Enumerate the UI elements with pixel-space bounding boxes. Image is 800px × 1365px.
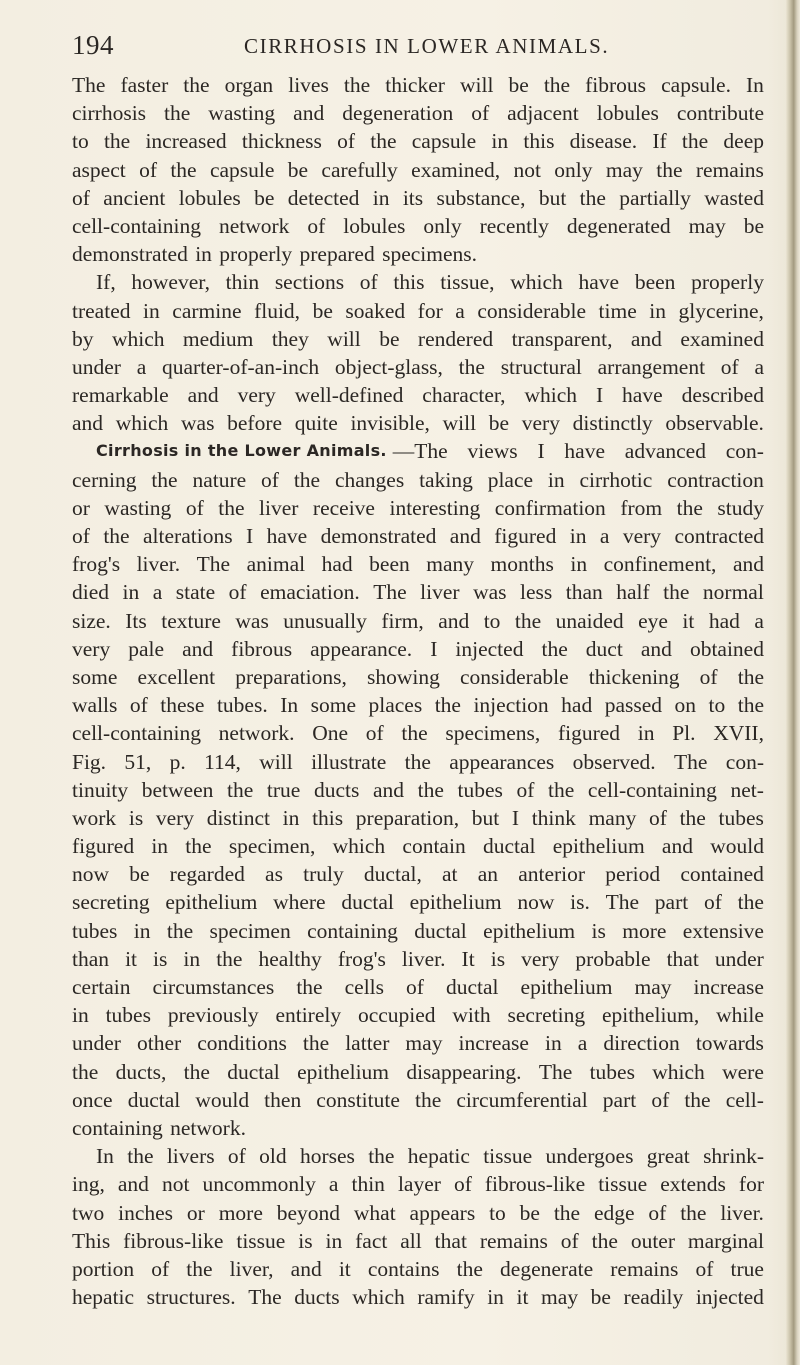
text-line: Fig. 51, p. 114, will illustrate the appearances observed. The con- <box>72 749 764 774</box>
page-header <box>72 30 772 70</box>
text-line: demonstrated in properly prepared specimens. <box>72 242 478 267</box>
page-edge <box>786 0 800 1365</box>
text-line: ing, and not uncommonly a thin layer of fibrous-like tissue extends for <box>72 1172 764 1197</box>
text-line: or wasting of the liver receive interesting confirmation from the study <box>72 495 764 520</box>
text-line: died in a state of emaciation. The liver was less than half the normal <box>72 580 764 605</box>
text-line: treated in carmine fluid, be soaked for a considerable time in glycerine, <box>72 298 764 323</box>
text-line: portion of the liver, and it contains the degenerate remains of true <box>72 1256 764 1281</box>
text-line: tubes in the specimen containing ductal epithelium is more extensive <box>72 918 764 943</box>
text-line: once ductal would then constitute the circumferential part of the cell- <box>72 1087 764 1112</box>
text-line: figured in the specimen, which contain ductal epithelium and would <box>72 834 764 859</box>
section-sidehead: Cirrhosis in the Lower Animals. <box>96 441 387 461</box>
text-line: In the livers of old horses the hepatic tissue undergoes great shrink- <box>96 1144 764 1169</box>
text-line: cell-containing network. One of the specimens, figured in Pl. XVII, <box>72 721 764 746</box>
text-line: than it is in the healthy frog's liver. It is very probable that under <box>72 946 764 971</box>
page-number: 194 <box>72 30 114 60</box>
text-line: size. Its texture was unusually firm, and to the unaided eye it had a <box>72 608 764 633</box>
text-line: very pale and fibrous appearance. I injected the duct and obtained <box>72 636 764 661</box>
text-line: If, however, thin sections of this tissue, which have been properly <box>96 270 764 295</box>
text-line: in tubes previously entirely occupied with secreting epithelium, while <box>72 1003 764 1028</box>
text-line: by which medium they will be rendered transparent, and examined <box>72 326 764 351</box>
text-line: cirrhosis the wasting and degeneration of adjacent lobules contribute <box>72 101 764 126</box>
text-line: of the alterations I have demonstrated and figured in a very contracted <box>72 524 764 548</box>
text-line: the ducts, the ductal epithelium disappearing. The tubes which were <box>72 1059 764 1084</box>
text-line: remarkable and very well-defined character, which I have described <box>72 383 764 408</box>
text-line: hepatic structures. The ducts which ramify in it may be readily injected <box>72 1285 764 1310</box>
text-line: cerning the nature of the changes taking place in cirrhotic contraction <box>72 467 764 492</box>
text-line: under other conditions the latter may increase in a direction towards <box>72 1031 764 1056</box>
text-line: This fibrous-like tissue is in fact all that remains of the outer marginal <box>72 1228 764 1253</box>
body-text <box>72 71 764 1311</box>
sidehead-line <box>72 437 764 465</box>
text-line: aspect of the capsule be carefully examined, not only may the remains <box>72 157 764 182</box>
text-line: walls of these tubes. In some places the injection had passed on to the <box>72 693 764 718</box>
text-line: work is very distinct in this preparation, but I think many of the tubes <box>72 805 764 830</box>
text-line: containing network. <box>72 1115 246 1140</box>
text-line: now be regarded as truly ductal, at an anterior period contained <box>72 862 764 887</box>
text-line: secreting epithelium where ductal epithelium now is. The part of the <box>72 890 764 915</box>
text-line: and which was before quite invisible, will be very distinctly observable. <box>72 411 764 436</box>
running-head: CIRRHOSIS IN LOWER ANIMALS. <box>244 34 610 58</box>
text-line: under a quarter-of-an-inch object-glass, the structural arrangement of a <box>72 354 764 379</box>
text-line: to the increased thickness of the capsule in this disease. If the deep <box>72 129 764 154</box>
text-line: cell-containing network of lobules only recently degenerated may be <box>72 213 764 238</box>
text-line: two inches or more beyond what appears to be the edge of the liver. <box>72 1200 764 1225</box>
text-line: certain circumstances the cells of ductal epithelium may increase <box>72 975 764 999</box>
text-line: —The views I have advanced con- <box>392 439 764 464</box>
text-line: of ancient lobules be detected in its substance, but the partially wasted <box>72 185 764 210</box>
text-line: The faster the organ lives the thicker will be the fibrous capsule. In <box>72 73 764 97</box>
text-line: frog's liver. The animal had been many months in confinement, and <box>72 552 764 577</box>
text-line: tinuity between the true ducts and the tubes of the cell-containing net- <box>72 777 764 802</box>
text-line: some excellent preparations, showing considerable thickening of the <box>72 664 764 689</box>
